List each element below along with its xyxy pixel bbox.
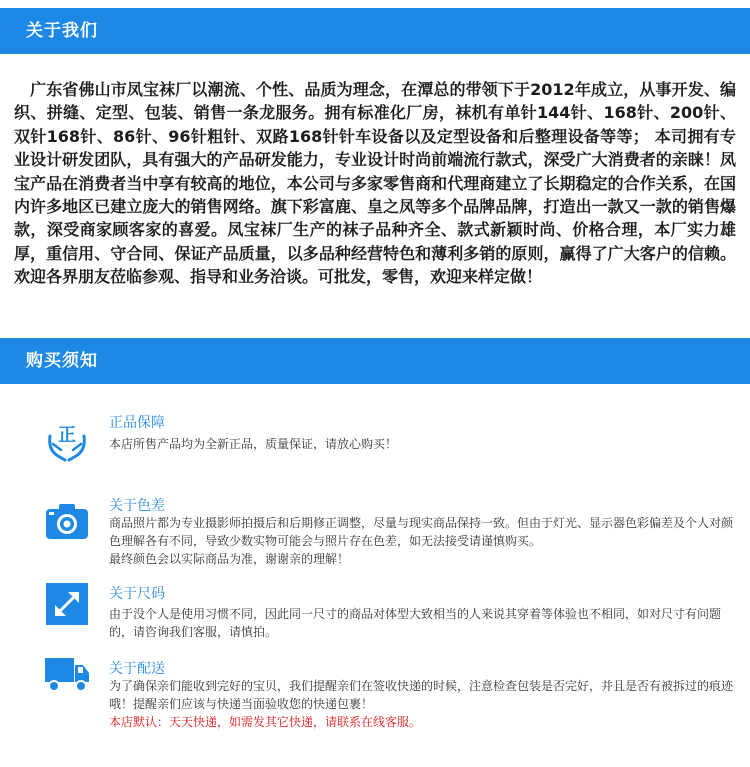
notice-item-line: 最终颜色会以实际商品为准，谢谢亲的理解！ — [109, 552, 350, 566]
delivery-truck-icon — [44, 652, 90, 698]
notice-item-title: 关于色差 — [109, 498, 165, 514]
notice-item-line: 本店所售产品均为全新正品，质量保证，请放心购买！ — [109, 437, 398, 451]
notice-item-title: 关于尺码 — [109, 586, 165, 602]
notice-item-line: 商品照片都为专业摄影师拍摄后和后期修正调整，尽量与现实商品保持一致。但由于灯光、显示器色彩偏差及个人对颜色理解各有不同，导致少数实物可能会与照片存在色差，如无法接受请谨慎购买。 — [109, 516, 734, 548]
genuine-hands-icon — [44, 416, 90, 462]
resize-arrow-icon — [44, 581, 90, 627]
notice-section-title: 购买须知 — [26, 351, 98, 371]
notice-item-line: 为了确保亲们能收到完好的宝贝，我们提醒亲们在签收快递的时候，注意检查包装是否完好，并且是否有被拆过的痕迹哦！提醒亲们应该与快递当面验收您的快递包裹！ — [109, 679, 734, 711]
notice-section-header — [0, 338, 750, 384]
notice-item-title: 关于配送 — [109, 661, 165, 677]
about-body-text: 广东省佛山市凤宝袜厂以潮流、个性、品质为理念，在潭总的带领下于2012年成立，从事开发、编织、拼缝、定型、包装、销售一条龙服务。拥有标准化厂房，袜机有单针144针、168针、200针、双针168针、86针、96针粗针、双路168针针车设备以及定型设备和后整理设备等等； 本司拥有专业设计研发团队，具有强大的产品研发能力，专业设计时尚前端流行款式，深受广大消费者的亲睐！凤宝产品在消费者当中享有较高的地位，本公司与多家零售商和代理商建立了长期稳定的合作关系，在国内许多地区已建立庞大的销售网络。旗下彩富鹿、皇之凤等多个品牌品牌，打造出一款又一款的销售爆款，深受商家顾客家的喜爱。凤宝袜厂生产的袜子品种齐全、款式新颖时尚、价格合理，本厂实力雄厚，重信用、守合同、保证产品质量，以多品种经营特色和薄利多销的原则，赢得了广大客户的信赖。欢迎各界朋友莅临参观、指导和业务洽谈。可批发，零售，欢迎来样定做！ — [14, 80, 736, 287]
camera-icon — [44, 499, 90, 545]
genuine-icon-glyph: 正 — [58, 425, 76, 446]
notice-item-line: 由于没个人是使用习惯不同，因此同一尺寸的商品对体型大致相当的人来说其穿着等体验也不相同，如对尺寸有问题的，请咨询我们客服，请慎拍。 — [109, 607, 722, 639]
about-section-title: 关于我们 — [26, 21, 98, 41]
notice-item-title: 正品保障 — [109, 415, 165, 431]
delivery-highlight-text: 本店默认：天天快递，如需发其它快递，请联系在线客服。 — [109, 715, 422, 729]
about-section-header — [0, 8, 750, 54]
